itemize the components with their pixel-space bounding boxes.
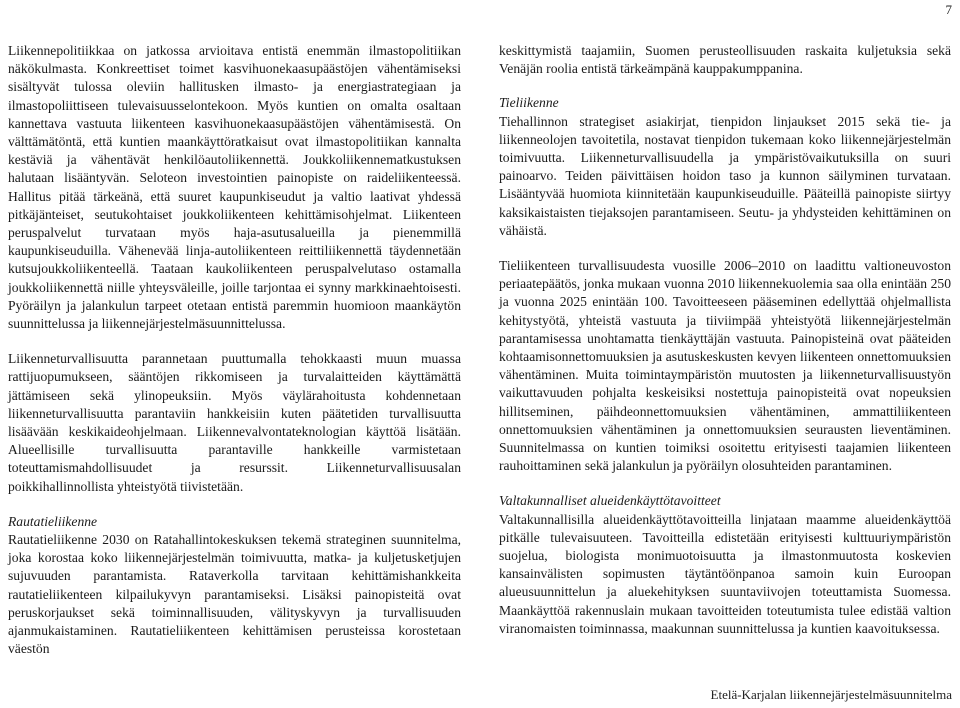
heading-land-use-goals: Valtakunnalliset alueidenkäyttötavoitteet (499, 493, 721, 509)
paragraph-traffic-safety: Liikenneturvallisuutta parannetaan puuttumalla tehokkaasti muun muassa rattijuopumukseen, sääntöjen rikkomiseen ja turvalaitteiden käyttämättä jättämiseen sekä ylinopeuksiin. Myös väylärahoitusta kohdennetaan liikenneturvallisuutta parantaviin hankkeisiin kuten päätetiden turvallisuutta lisäävään keskikaideohjelmaan. Liikennevalvontateknologian käyttöä lisätään. Alueellisille turvallisuutta parantaville hankkeille varmistetaan toteuttamismahdollisuudet ja resurssit. Liikenneturvallisuusalan poikkihallinnollista yhteistyötä tiivistetään. (8, 351, 461, 494)
paragraph-rail-transport: Rautatieliikenne 2030 on Ratahallintokeskuksen tekemä strateginen suunnitelma, joka korostaa koko liikennejärjestelmän toimivuutta, matka- ja kuljetusketjujen sujuvuuden parantamista. Rataverkolla tarvitaan kehittämishankkeita rautatieliikenteen kilpailukyvyn parantamiseksi. Lisäksi painopisteitä ovat peruskorjaukset sekä toiminnallisuuden, välityskyvyn ja turvallisuuden ajanmukaistaminen. Rautatieliikenteen kehittämisen perusteissa korostetaan väestön (8, 532, 461, 657)
paragraph-road-strategy: Tiehallinnon strategiset asiakirjat, tienpidon linjaukset 2015 sekä tie- ja liikenneolojen tavoitetila, nostavat tienpidon tukemaan koko liikennejärjestelmän toimivuutta. Liikenneturvallisuudella ja ympäristövaikutuksilla on suuri painoarvo. Teiden päivittäisen hoidon taso ja kunnon säilyminen turvataan. Lisääntyvää huomiota kiinnitetään kaupunkiseuduille. Pääteillä painopiste siirtyy kaksikaistaisten tiejaksojen parantamiseen. Seutu- ja yhdysteiden kehittäminen on vähäistä. (499, 113, 951, 238)
paragraph-land-use: Valtakunnallisilla alueidenkäyttötavoitteilla linjataan maamme alueidenkäyttöä pitkälle tulevaisuuteen. Tavoitteilla edistetään erityisesti kulttuuriympäristön suojelua, biologista monimuotoisuutta ja ilmastonmuutosta koskevien kansainvälisten sopimusten täytäntöönpanoa samoin kuin Euroopan alueusuunnittelun ja aluekehityksen suuntaviivojen toteuttamista Suomessa. Maankäyttöä rakennuslain mukaan tavoitteiden toteutumista tulee edistää valtion viranomaisten toiminnassa, maakunnan suunnittelussa ja kuntien kaavoituksessa. (499, 511, 951, 636)
paragraph-climate-policy: Liikennepolitiikkaa on jatkossa arvioitava entistä enemmän ilmastopolitiikan näkökulmasta. Konkreettiset toimet kasvihuonekaasupäästöjen vähentämiseksi sisältyvät tulossa oleviin hallitusken ilmasto- ja energiastrategiaan ja ilmastopoliittiseen tulevaisuusselontekoon. Myös kuntien on omalta osaltaan kannettava vastuuta liikenteen kasvihuonekaasupäästöjen vähentämisestä. On välttämätöntä, että kuntien maankäyttöratkaisut ovat ilmastopolitiikan kannalta kestäviä ja vähentävät henkilöautoliikennettä. Joukkoliikennematkustuksen halutaan lisääntyvän. Seloteon investointien painopiste on raideliikenteessä. Hallitus pitää tärkeänä, että suuret kaupunkiseudut ja valtio laativat yhdessä pitkäjänteiset, seutukohtaiset joukkoliikenteen kehittämisohjelmat. Liikenteen peruspalvelut turvataan myös haja-asutusalueilla ja pienemmillä kaupunkiseuduilla. Vähenevää linja-autoliikenteen reittiliikennettä täydennetään kutsujoukkoliikenteellä. Taataan kaukoliikenteen peruspalvelutaso ostamalla joukkoliikennettä niille yhteysväleille, joille tarjontaa ei synny markkinaehtoisesti. Pyöräilyn ja jalankulun tarpeet otetaan entistä paremmin huomioon maankäytön suunnittelussa ja liikennejärjestelmäsuunnittelussa. (8, 43, 461, 332)
footer-document-title: Etelä-Karjalan liikennejärjestelmäsuunnitelma (710, 687, 952, 702)
left-column (8, 42, 461, 659)
paragraph-rail-continued: keskittymistä taajamiin, Suomen perusteollisuuden raskaita kuljetuksia sekä Venäjän roolia entistä tärkeämpänä kauppakumppanina. (499, 43, 951, 77)
right-column (499, 42, 951, 638)
page-number: 7 (945, 2, 952, 17)
heading-tieliikenne: Tieliikenne (499, 95, 559, 111)
heading-rautatieliikenne: Rautatieliikenne (8, 513, 98, 529)
paragraph-road-safety: Tieliikenteen turvallisuudesta vuosille 2006–2010 on laadittu valtioneuvoston periaatepäätös, jonka mukaan vuonna 2010 liikennekuolemia saa olla enintään 250 ja vuonna 2025 enintään 100. Tavoitteeseen pääseminen edellyttää ohjelmallista kehitystyötä, yhteistä vastuuta ja tiiviimpää yhteistyötä liikennejärjestelmän parantamisessa unohtamatta tienkäyttäjän vastuuta. Painopisteinä ovat pääteiden kohtaamisonnettomuuksien ja asutuskeskusten kevyen liikenteen onnettomuuksien vähentäminen. Muita toimintaympäristön muutosten ja liikenneturvallisuustyön vaikuttavuuden pohjalta keskeisiksi nostettuja painopisteitä ovat nopeuksien hillitseminen, päihdeonnettomuuksien vähentäminen, ammattiliikenteen onnettomuuksien vähentäminen ja onnettomuuksien seurausten lieventäminen. Suunnitelmassa on kuntien toimiksi osoitettu erityisesti taajamien liikenteen rauhoittaminen sekä jalankulun ja pyöräilyn olosuhteiden parantaminen. (499, 258, 951, 474)
